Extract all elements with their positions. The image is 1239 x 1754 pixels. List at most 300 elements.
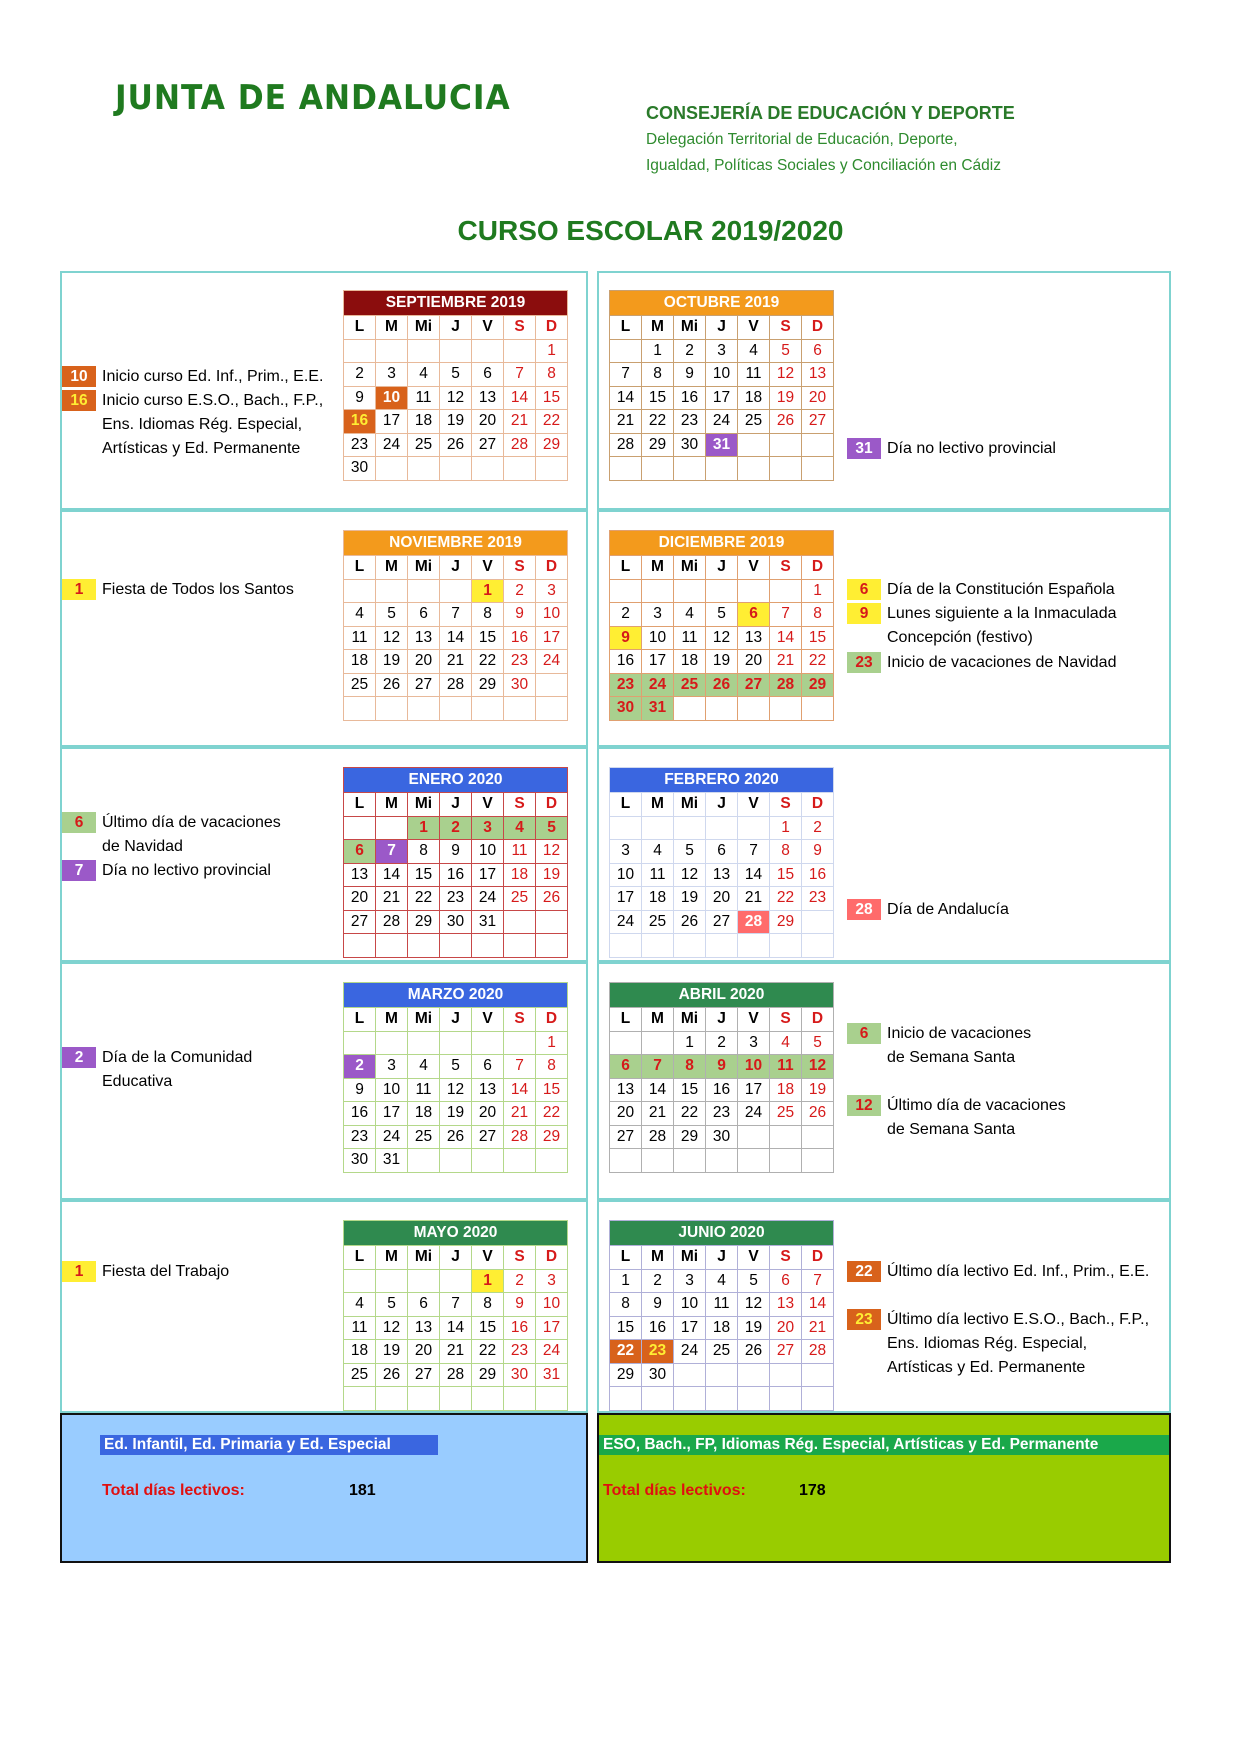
month-title: JUNIO 2020 xyxy=(610,1221,834,1246)
day-cell: 12 xyxy=(440,386,472,410)
day-cell: 6 xyxy=(408,603,440,627)
weekday-header: S xyxy=(504,793,536,817)
delegacion-line-2: Igualdad, Políticas Sociales y Conciliación en Cádiz xyxy=(646,157,1001,174)
calendar-diciembre xyxy=(609,530,834,721)
empty-cell xyxy=(472,457,504,481)
empty-cell xyxy=(376,1387,408,1411)
day-cell: 24 xyxy=(610,910,642,934)
day-cell: 4 xyxy=(738,339,770,363)
day-cell: 28 xyxy=(738,910,770,934)
empty-cell xyxy=(770,1125,802,1149)
weekday-header: J xyxy=(706,1246,738,1270)
day-cell: 10 xyxy=(610,863,642,887)
empty-cell xyxy=(802,1387,834,1411)
day-cell: 19 xyxy=(440,1102,472,1126)
weekday-header: M xyxy=(376,793,408,817)
empty-cell xyxy=(440,1387,472,1411)
day-cell: 29 xyxy=(674,1125,706,1149)
day-cell: 19 xyxy=(440,410,472,434)
empty-cell xyxy=(610,816,642,840)
day-cell: 12 xyxy=(706,626,738,650)
note-oct-31-text: Día no lectivo provincial xyxy=(887,440,1056,457)
day-cell: 7 xyxy=(376,840,408,864)
note-dic-9-line2: Concepción (festivo) xyxy=(887,629,1033,646)
day-cell: 2 xyxy=(610,603,642,627)
day-cell: 24 xyxy=(674,1340,706,1364)
empty-cell xyxy=(344,339,376,363)
day-cell: 12 xyxy=(738,1293,770,1317)
day-cell: 10 xyxy=(536,1293,568,1317)
empty-cell xyxy=(344,579,376,603)
note-mar-2-text: Día de la Comunidad xyxy=(102,1049,253,1066)
weekday-header: D xyxy=(536,556,568,580)
day-cell: 13 xyxy=(472,386,504,410)
weekday-header: M xyxy=(642,1008,674,1032)
day-cell: 15 xyxy=(642,386,674,410)
weekday-header: V xyxy=(472,793,504,817)
day-cell: 11 xyxy=(706,1293,738,1317)
calendar-junio xyxy=(609,1220,834,1411)
day-cell: 5 xyxy=(706,603,738,627)
day-cell: 8 xyxy=(472,1293,504,1317)
day-cell: 23 xyxy=(610,673,642,697)
empty-cell xyxy=(610,457,642,481)
day-cell: 3 xyxy=(536,579,568,603)
day-cell: 18 xyxy=(770,1078,802,1102)
weekday-header: D xyxy=(536,1008,568,1032)
empty-cell xyxy=(642,934,674,958)
weekday-header: S xyxy=(504,556,536,580)
empty-cell xyxy=(770,934,802,958)
weekday-header: M xyxy=(642,1246,674,1270)
page-title: CURSO ESCOLAR 2019/2020 xyxy=(457,215,844,246)
day-cell: 10 xyxy=(706,363,738,387)
day-cell: 29 xyxy=(642,433,674,457)
empty-cell xyxy=(706,1363,738,1387)
day-cell: 13 xyxy=(706,863,738,887)
empty-cell xyxy=(408,934,440,958)
day-cell: 22 xyxy=(536,410,568,434)
footer-left xyxy=(60,1413,588,1563)
note-abr xyxy=(847,1022,1066,1142)
day-cell: 8 xyxy=(770,840,802,864)
empty-cell xyxy=(344,1387,376,1411)
empty-cell xyxy=(674,1363,706,1387)
month-title: SEPTIEMBRE 2019 xyxy=(344,291,568,316)
calendar-noviembre xyxy=(343,530,568,721)
badge-dic-23: 23 xyxy=(847,652,881,673)
empty-cell xyxy=(536,1149,568,1173)
empty-cell xyxy=(738,1125,770,1149)
day-cell: 16 xyxy=(802,863,834,887)
day-cell: 14 xyxy=(504,1078,536,1102)
delegacion-line-1: Delegación Territorial de Educación, Deporte, xyxy=(646,131,958,148)
day-cell: 5 xyxy=(440,1055,472,1079)
empty-cell xyxy=(472,934,504,958)
empty-cell xyxy=(408,457,440,481)
day-cell: 9 xyxy=(344,1078,376,1102)
day-cell: 16 xyxy=(440,863,472,887)
empty-cell xyxy=(770,457,802,481)
day-cell: 23 xyxy=(344,1125,376,1149)
empty-cell xyxy=(504,1031,536,1055)
weekday-header: L xyxy=(344,1008,376,1032)
day-cell: 8 xyxy=(802,603,834,627)
calendar-febrero xyxy=(609,767,834,958)
day-cell: 31 xyxy=(642,697,674,721)
day-cell: 12 xyxy=(674,863,706,887)
calendar-octubre xyxy=(609,290,834,481)
empty-cell xyxy=(674,697,706,721)
weekday-header: D xyxy=(802,1246,834,1270)
day-cell: 20 xyxy=(408,650,440,674)
empty-cell xyxy=(344,934,376,958)
day-cell: 14 xyxy=(642,1078,674,1102)
day-cell: 18 xyxy=(738,386,770,410)
day-cell: 19 xyxy=(738,1316,770,1340)
day-cell: 16 xyxy=(344,410,376,434)
badge-ene-7: 7 xyxy=(62,860,96,881)
weekday-header: V xyxy=(472,316,504,340)
weekday-header: Mi xyxy=(408,1008,440,1032)
empty-cell xyxy=(440,339,472,363)
empty-cell xyxy=(642,457,674,481)
month-title: NOVIEMBRE 2019 xyxy=(344,531,568,556)
day-cell: 11 xyxy=(738,363,770,387)
day-cell: 23 xyxy=(802,887,834,911)
day-cell: 28 xyxy=(642,1125,674,1149)
day-cell: 16 xyxy=(344,1102,376,1126)
weekday-header: S xyxy=(770,1008,802,1032)
day-cell: 14 xyxy=(610,386,642,410)
day-cell: 28 xyxy=(376,910,408,934)
day-cell: 15 xyxy=(536,1078,568,1102)
day-cell: 13 xyxy=(802,363,834,387)
day-cell: 9 xyxy=(504,1293,536,1317)
weekday-header: M xyxy=(642,793,674,817)
day-cell: 23 xyxy=(504,1340,536,1364)
weekday-header: V xyxy=(472,556,504,580)
empty-cell xyxy=(440,1269,472,1293)
empty-cell xyxy=(738,1387,770,1411)
day-cell: 9 xyxy=(802,840,834,864)
day-cell: 9 xyxy=(706,1055,738,1079)
day-cell: 20 xyxy=(472,1102,504,1126)
empty-cell xyxy=(770,579,802,603)
day-cell: 2 xyxy=(344,1055,376,1079)
day-cell: 14 xyxy=(440,1316,472,1340)
note-dic-23-text: Inicio de vacaciones de Navidad xyxy=(887,654,1117,671)
day-cell: 19 xyxy=(376,650,408,674)
day-cell: 8 xyxy=(674,1055,706,1079)
empty-cell xyxy=(408,339,440,363)
weekday-header: L xyxy=(610,1246,642,1270)
day-cell: 10 xyxy=(376,1078,408,1102)
empty-cell xyxy=(440,457,472,481)
day-cell: 5 xyxy=(536,816,568,840)
calendar-marzo xyxy=(343,982,568,1173)
day-cell: 25 xyxy=(408,1125,440,1149)
empty-cell xyxy=(376,457,408,481)
weekday-header: Mi xyxy=(408,1246,440,1270)
weekday-header: L xyxy=(344,556,376,580)
weekday-header: S xyxy=(504,1246,536,1270)
weekday-header: J xyxy=(440,1246,472,1270)
badge-jun-22: 22 xyxy=(847,1261,881,1282)
empty-cell xyxy=(738,697,770,721)
weekday-header: L xyxy=(344,793,376,817)
day-cell: 19 xyxy=(706,650,738,674)
badge-sep-16: 16 xyxy=(62,390,96,411)
weekday-header: D xyxy=(802,316,834,340)
day-cell: 28 xyxy=(802,1340,834,1364)
day-cell: 7 xyxy=(642,1055,674,1079)
empty-cell xyxy=(610,934,642,958)
day-cell: 29 xyxy=(802,673,834,697)
empty-cell xyxy=(674,579,706,603)
calendar-abril xyxy=(609,982,834,1173)
day-cell: 3 xyxy=(376,363,408,387)
empty-cell xyxy=(738,816,770,840)
note-mar xyxy=(62,1046,252,1094)
weekday-header: L xyxy=(344,316,376,340)
day-cell: 5 xyxy=(802,1031,834,1055)
day-cell: 1 xyxy=(642,339,674,363)
day-cell: 17 xyxy=(376,1102,408,1126)
empty-cell xyxy=(344,816,376,840)
badge-feb-28: 28 xyxy=(847,899,881,920)
day-cell: 2 xyxy=(706,1031,738,1055)
weekday-header: M xyxy=(376,556,408,580)
day-cell: 14 xyxy=(802,1293,834,1317)
empty-cell xyxy=(504,339,536,363)
day-cell: 14 xyxy=(376,863,408,887)
weekday-header: M xyxy=(376,316,408,340)
day-cell: 4 xyxy=(706,1269,738,1293)
day-cell: 17 xyxy=(376,410,408,434)
note-abr-12-line2: de Semana Santa xyxy=(887,1121,1016,1138)
day-cell: 24 xyxy=(472,887,504,911)
empty-cell xyxy=(738,457,770,481)
empty-cell xyxy=(376,816,408,840)
day-cell: 9 xyxy=(344,386,376,410)
day-cell: 22 xyxy=(802,650,834,674)
day-cell: 10 xyxy=(472,840,504,864)
day-cell: 20 xyxy=(738,650,770,674)
note-sep-16-line3: Artísticas y Ed. Permanente xyxy=(102,440,301,457)
month-title: FEBRERO 2020 xyxy=(610,768,834,793)
day-cell: 1 xyxy=(472,1269,504,1293)
day-cell: 3 xyxy=(674,1269,706,1293)
weekday-header: S xyxy=(770,1246,802,1270)
day-cell: 16 xyxy=(642,1316,674,1340)
day-cell: 24 xyxy=(536,1340,568,1364)
day-cell: 13 xyxy=(770,1293,802,1317)
day-cell: 14 xyxy=(770,626,802,650)
footer-left-total-label: Total días lectivos: xyxy=(102,1482,245,1499)
empty-cell xyxy=(706,1149,738,1173)
footer-right xyxy=(597,1413,1171,1563)
day-cell: 28 xyxy=(504,433,536,457)
day-cell: 22 xyxy=(610,1340,642,1364)
weekday-header: S xyxy=(770,556,802,580)
empty-cell xyxy=(536,934,568,958)
day-cell: 21 xyxy=(770,650,802,674)
day-cell: 17 xyxy=(472,863,504,887)
empty-cell xyxy=(770,697,802,721)
note-sep-16-text: Inicio curso E.S.O., Bach., F.P., xyxy=(102,392,324,409)
day-cell: 28 xyxy=(770,673,802,697)
weekday-header: M xyxy=(376,1008,408,1032)
day-cell: 7 xyxy=(738,840,770,864)
empty-cell xyxy=(408,1387,440,1411)
day-cell: 22 xyxy=(674,1102,706,1126)
day-cell: 17 xyxy=(642,650,674,674)
weekday-header: J xyxy=(706,316,738,340)
day-cell: 6 xyxy=(770,1269,802,1293)
day-cell: 30 xyxy=(610,697,642,721)
badge-may-1: 1 xyxy=(62,1261,96,1282)
day-cell: 17 xyxy=(536,1316,568,1340)
day-cell: 25 xyxy=(408,433,440,457)
day-cell: 1 xyxy=(408,816,440,840)
empty-cell xyxy=(440,1031,472,1055)
day-cell: 3 xyxy=(536,1269,568,1293)
badge-jun-23: 23 xyxy=(847,1309,881,1330)
empty-cell xyxy=(504,910,536,934)
empty-cell xyxy=(706,816,738,840)
day-cell: 27 xyxy=(472,433,504,457)
day-cell: 30 xyxy=(344,457,376,481)
weekday-header: J xyxy=(706,556,738,580)
day-cell: 2 xyxy=(504,1269,536,1293)
empty-cell xyxy=(610,1149,642,1173)
empty-cell xyxy=(376,579,408,603)
day-cell: 22 xyxy=(536,1102,568,1126)
day-cell: 6 xyxy=(408,1293,440,1317)
day-cell: 21 xyxy=(440,1340,472,1364)
day-cell: 21 xyxy=(440,650,472,674)
day-cell: 30 xyxy=(504,1363,536,1387)
day-cell: 26 xyxy=(802,1102,834,1126)
day-cell: 11 xyxy=(642,863,674,887)
empty-cell xyxy=(536,673,568,697)
month-title: ABRIL 2020 xyxy=(610,983,834,1008)
day-cell: 24 xyxy=(706,410,738,434)
day-cell: 8 xyxy=(610,1293,642,1317)
weekday-header: Mi xyxy=(408,556,440,580)
day-cell: 10 xyxy=(376,386,408,410)
day-cell: 14 xyxy=(738,863,770,887)
note-dic xyxy=(847,578,1117,675)
empty-cell xyxy=(802,433,834,457)
day-cell: 7 xyxy=(610,363,642,387)
day-cell: 16 xyxy=(610,650,642,674)
day-cell: 24 xyxy=(376,1125,408,1149)
day-cell: 5 xyxy=(738,1269,770,1293)
day-cell: 5 xyxy=(376,1293,408,1317)
day-cell: 2 xyxy=(440,816,472,840)
empty-cell xyxy=(472,1387,504,1411)
empty-cell xyxy=(536,457,568,481)
day-cell: 11 xyxy=(770,1055,802,1079)
note-jun-23-line2: Ens. Idiomas Rég. Especial, xyxy=(887,1335,1088,1352)
weekday-header: S xyxy=(770,316,802,340)
month-title: MARZO 2020 xyxy=(344,983,568,1008)
note-abr-6-text: Inicio de vacaciones xyxy=(887,1025,1032,1042)
weekday-header: V xyxy=(738,1008,770,1032)
day-cell: 30 xyxy=(504,673,536,697)
empty-cell xyxy=(504,1149,536,1173)
calendar-mayo xyxy=(343,1220,568,1411)
day-cell: 26 xyxy=(536,887,568,911)
weekday-header: L xyxy=(610,793,642,817)
day-cell: 31 xyxy=(472,910,504,934)
empty-cell xyxy=(472,1149,504,1173)
empty-cell xyxy=(642,1387,674,1411)
weekday-header: S xyxy=(504,1008,536,1032)
day-cell: 29 xyxy=(770,910,802,934)
badge-abr-12: 12 xyxy=(847,1095,881,1116)
empty-cell xyxy=(738,1149,770,1173)
badge-abr-6: 6 xyxy=(847,1023,881,1044)
day-cell: 15 xyxy=(536,386,568,410)
weekday-header: V xyxy=(738,316,770,340)
day-cell: 5 xyxy=(674,840,706,864)
consejeria-title: CONSEJERÍA DE EDUCACIÓN Y DEPORTE xyxy=(646,103,1015,123)
note-nov-1-text: Fiesta de Todos los Santos xyxy=(102,581,294,598)
weekday-header: J xyxy=(706,793,738,817)
day-cell: 9 xyxy=(642,1293,674,1317)
weekday-header: M xyxy=(642,556,674,580)
empty-cell xyxy=(706,579,738,603)
empty-cell xyxy=(706,934,738,958)
day-cell: 30 xyxy=(674,433,706,457)
empty-cell xyxy=(610,579,642,603)
empty-cell xyxy=(536,1387,568,1411)
day-cell: 3 xyxy=(376,1055,408,1079)
empty-cell xyxy=(440,934,472,958)
footer-left-label: Ed. Infantil, Ed. Primaria y Ed. Especial xyxy=(100,1435,438,1455)
badge-dic-9: 9 xyxy=(847,603,881,624)
day-cell: 10 xyxy=(674,1293,706,1317)
day-cell: 6 xyxy=(738,603,770,627)
day-cell: 2 xyxy=(344,363,376,387)
empty-cell xyxy=(706,1387,738,1411)
weekday-header: Mi xyxy=(674,556,706,580)
day-cell: 10 xyxy=(536,603,568,627)
weekday-header: L xyxy=(344,1246,376,1270)
day-cell: 13 xyxy=(610,1078,642,1102)
day-cell: 21 xyxy=(376,887,408,911)
weekday-header: V xyxy=(738,1246,770,1270)
empty-cell xyxy=(344,1031,376,1055)
day-cell: 6 xyxy=(802,339,834,363)
empty-cell xyxy=(472,697,504,721)
empty-cell xyxy=(674,934,706,958)
empty-cell xyxy=(642,579,674,603)
day-cell: 16 xyxy=(706,1078,738,1102)
weekday-header: D xyxy=(536,316,568,340)
empty-cell xyxy=(770,433,802,457)
empty-cell xyxy=(440,1149,472,1173)
day-cell: 24 xyxy=(376,433,408,457)
empty-cell xyxy=(536,910,568,934)
day-cell: 15 xyxy=(610,1316,642,1340)
weekday-header: D xyxy=(802,793,834,817)
empty-cell xyxy=(408,1031,440,1055)
day-cell: 19 xyxy=(802,1078,834,1102)
